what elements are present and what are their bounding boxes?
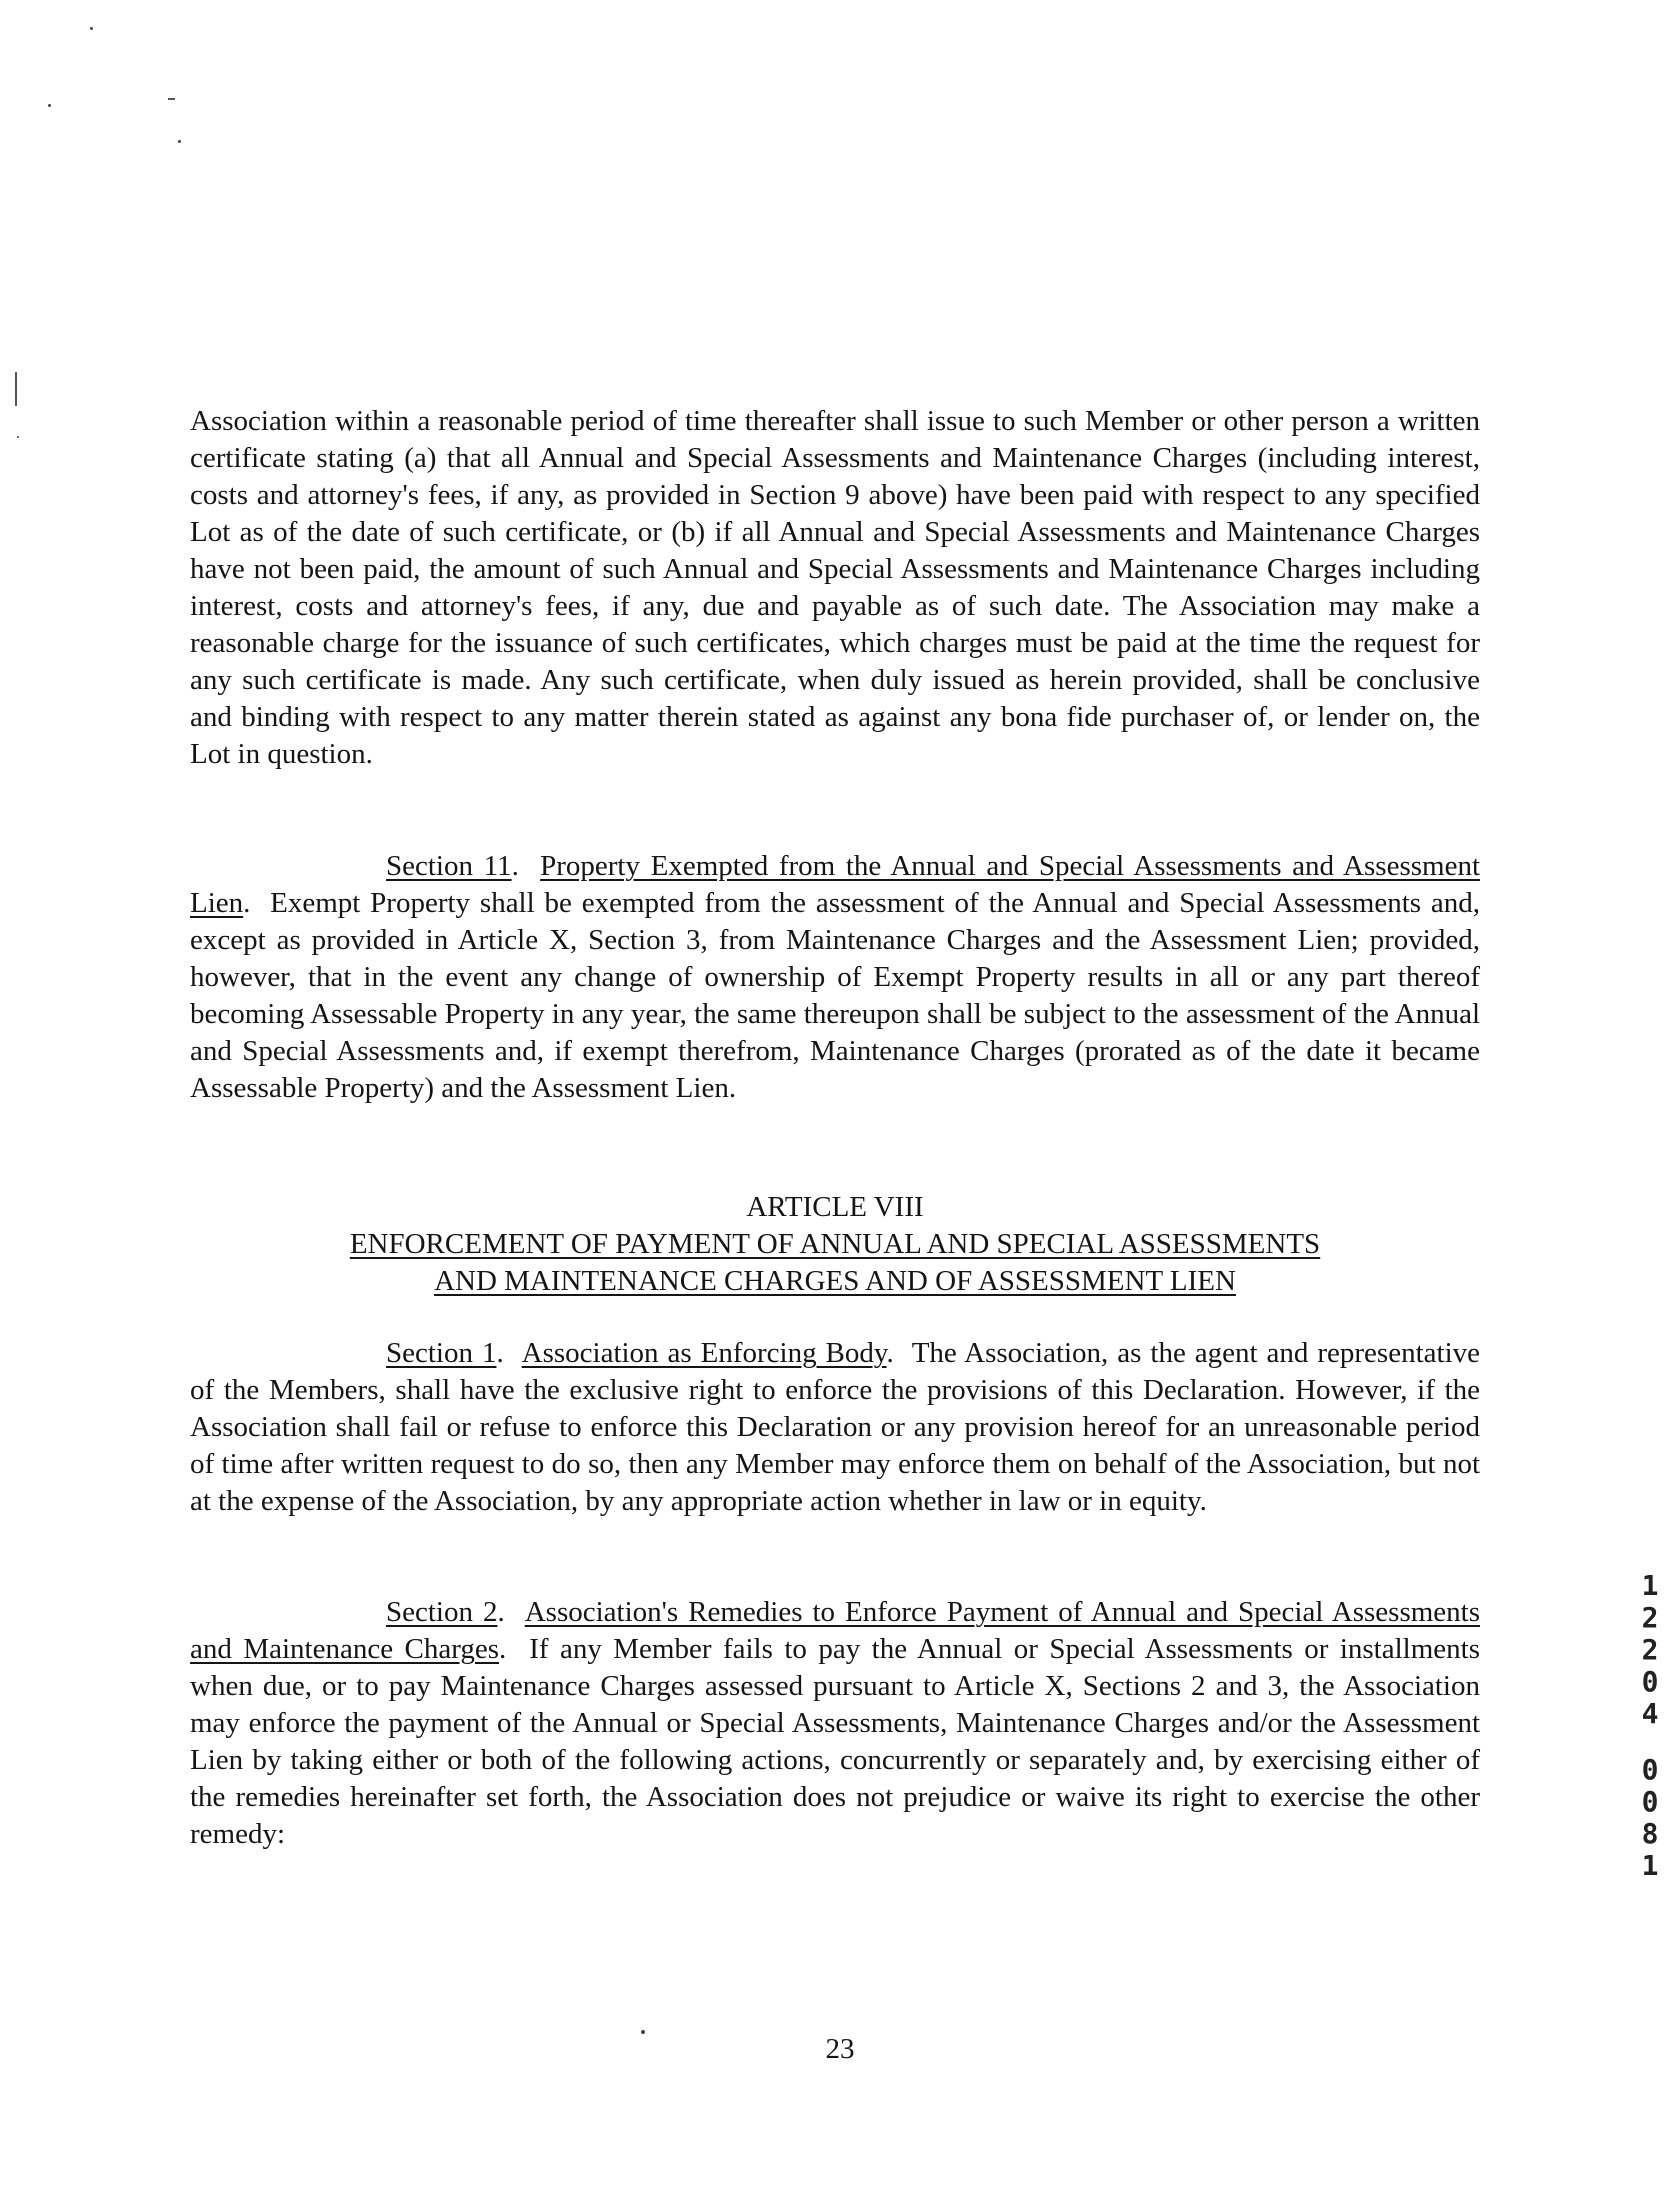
article-heading: [190, 1189, 1480, 1300]
section-11: Section 11. Property Exempted from the Annual and Special Assessments and Assessment Lien. Exempt Property shall be exempted from the assessment of the Annual and Special Assessments and, except as provided in Article X, Section 3, from Maintenance Charges and the Assessment Lien; provided, however, that in the event any change of ownership of Exempt Property results in all or any part thereof becoming Assessable Property in any year, the same thereupon shall be subject to the assessment of the Annual and Special Assessments and, if exempt therefrom, Maintenance Charges (prorated as of the date it became Assessable Property) and the Assessment Lien.: [190, 850, 1481, 1104]
article-title-line1: ENFORCEMENT OF PAYMENT OF ANNUAL AND SPECIAL ASSESSMENTS: [349, 1228, 1321, 1260]
stamp-digit: 1: [1641, 1849, 1659, 1882]
stamp-digit: 2: [1641, 1633, 1659, 1666]
article-number: ARTICLE VIII: [746, 1191, 924, 1223]
paragraph-continuation-text: Association within a reasonable period of time thereafter shall issue to such Member or other person a written certificate stating (a) that all Annual and Special Assessments and Maintenance Charges (including interest, costs and attorney's fees, if any, as provided in Section 9 above) have been paid with respect to any specified Lot as of the date of such certificate, or (b) if all Annual and Special Assessments and Maintenance Charges have not been paid, the amount of such Annual and Special Assessments and Maintenance Charges including interest, costs and attorney's fees, if any, due and payable as of such date. The Association may make a reasonable charge for the issuance of such certificates, which charges must be paid at the time the request for any such certificate is made. Any such certificate, when duly issued as herein provided, shall be conclusive and binding with respect to any matter therein stated as against any bona fide purchaser of, or lender on, the Lot in question.: [190, 405, 1480, 770]
article-title-line2: AND MAINTENANCE CHARGES AND OF ASSESSMENT LIEN: [434, 1265, 1236, 1297]
section-11-title: Property Exempted from the Annual and Special Assessments and Assessment Lien: [190, 850, 1480, 919]
stamp-digit: 2: [1641, 1601, 1659, 1634]
scan-speck: [90, 27, 93, 30]
section-1-title: Association as Enforcing Body: [521, 1337, 887, 1369]
stamp-digit: 0: [1641, 1753, 1659, 1786]
section-11-body: Exempt Property shall be exempted from the assessment of the Annual and Special Assessments and, except as provided in Article X, Section 3, from Maintenance Charges and the Assessment Lien; provided, however, that in the event any change of ownership of Exempt Property results in all or any part thereof becoming Assessable Property in any year, the same thereupon shall be subject to the assessment of the Annual and Special Assessments and, if exempt therefrom, Maintenance Charges (prorated as of the date it became Assessable Property) and the Assessment Lien.: [190, 887, 1481, 1104]
section-1-body: The Association, as the agent and representative of the Members, shall have the exclusive right to enforce the provisions of this Declaration. However, if the Association shall fail or refuse to enforce this Declaration or any provision hereof for an unreasonable period of time after written request to do so, then any Member may enforce them on behalf of the Association, but not at the expense of the Association, by any appropriate action whether in law or in equity.: [190, 1337, 1480, 1517]
document-number-stamp: [1638, 1570, 1662, 1882]
section-11-label: Section 11: [386, 850, 512, 882]
stamp-digit: 8: [1641, 1817, 1659, 1850]
section-2-body: If any Member fails to pay the Annual or Special Assessments or installments when due, or to pay Maintenance Charges assessed pursuant to Article X, Sections 2 and 3, the Association may enforce the payment of the Annual or Special Assessments, Maintenance Charges and/or the Assessment Lien by taking either or both of the following actions, concurrently or separately and, by exercising either of the remedies hereinafter set forth, the Association does not prejudice or waive its right to exercise the other remedy:: [190, 1633, 1480, 1850]
stamp-digit: 4: [1641, 1697, 1659, 1730]
scan-speck: [168, 98, 175, 100]
section-2: Section 2. Association's Remedies to Enforce Payment of Annual and Special Assessments and Maintenance Charges. If any Member fails to pay the Annual or Special Assessments or installments when due, or to pay Maintenance Charges assessed pursuant to Article X, Sections 2 and 3, the Association may enforce the payment of the Annual or Special Assessments, Maintenance Charges and/or the Assessment Lien by taking either or both of the following actions, concurrently or separately and, by exercising either of the remedies hereinafter set forth, the Association does not prejudice or waive its right to exercise the other remedy:: [190, 1596, 1480, 1850]
paragraph-continuation: [190, 403, 1480, 773]
page-number: 23: [825, 2033, 855, 2065]
scan-speck: [48, 104, 51, 107]
section-1-label: Section 1: [386, 1337, 497, 1369]
section-1: Section 1. Association as Enforcing Body. The Association, as the agent and representative of the Members, shall have the exclusive right to enforce the provisions of this Declaration. However, if the Association shall fail or refuse to enforce this Declaration or any provision hereof for an unreasonable period of time after written request to do so, then any Member may enforce them on behalf of the Association, but not at the expense of the Association, by any appropriate action whether in law or in equity.: [190, 1337, 1480, 1517]
section-2-label: Section 2: [386, 1596, 498, 1628]
scan-speck: [178, 140, 181, 143]
stamp-digit: 1: [1641, 1569, 1659, 1602]
section-2-title: Association's Remedies to Enforce Payment of Annual and Special Assessments and Maintenance Charges: [190, 1596, 1480, 1665]
scan-speck: [17, 436, 19, 438]
stamp-digit: 0: [1641, 1785, 1659, 1818]
scan-mark-line: [15, 372, 17, 406]
stamp-digit: 0: [1641, 1665, 1659, 1698]
